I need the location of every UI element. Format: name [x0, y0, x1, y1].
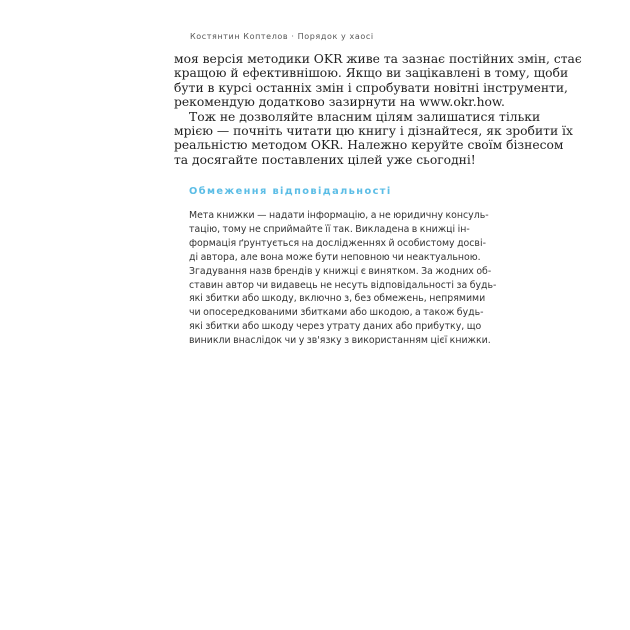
body-line: моя версія методики OKR живе та зазнає постійних змін, стає [174, 52, 582, 66]
disclaimer-line: які збитки або шкоду, включно з, без обмежень, непрямими [189, 293, 486, 305]
body-line: рекомендую додатково зазирнути на www.okr.how. [174, 95, 505, 110]
body-line: бути в курсі останніх змін і спробувати новітні інструменти, [174, 80, 568, 95]
disclaimer-line: формація ґрунтується на дослідженнях й особистому досві- [189, 237, 486, 249]
disclaimer-line: тацію, тому не сприймайте її так. Викладена в книжці ін- [189, 223, 470, 235]
disclaimer-line: які збитки або шкоду через утрату даних або прибутку, що [189, 321, 482, 333]
disclaimer-heading: Обмеження відповідальності [189, 186, 392, 197]
disclaimer-line: чи опосередкованими збитками або шкодою, а також будь- [189, 307, 484, 319]
disclaimer-line: ставин автор чи видавець не несуть відповідальності за будь- [189, 279, 497, 291]
disclaimer-line: виникли внаслідок чи у зв'язку з використанням цієї книжки. [189, 335, 491, 347]
running-header: Костянтин Коптелов · Порядок у хаосі [190, 32, 374, 41]
body-line: та досягайте поставлених цілей уже сьогодні! [174, 152, 476, 167]
disclaimer-line: ді автора, але вона може бути неповною чи неактуальною. [189, 251, 481, 263]
disclaimer-line: Згадування назв брендів у книжці є винятком. За жодних об- [189, 265, 492, 277]
body-line: кращою й ефективнішою. Якщо ви зацікавлені в тому, щоби [174, 66, 569, 81]
disclaimer-text [189, 209, 497, 348]
body-line: реальністю методом OKR. Належно керуйте своїм бізнесом [174, 138, 564, 153]
body-line: Тож не дозволяйте власним цілям залишатися тільки [189, 109, 541, 124]
body-line: мрією — почніть читати цю книгу і дізнайтеся, як зробити їх [174, 124, 573, 139]
body-text [174, 52, 582, 167]
disclaimer-line: Мета книжки — надати інформацію, а не юридичну консуль- [189, 210, 489, 221]
